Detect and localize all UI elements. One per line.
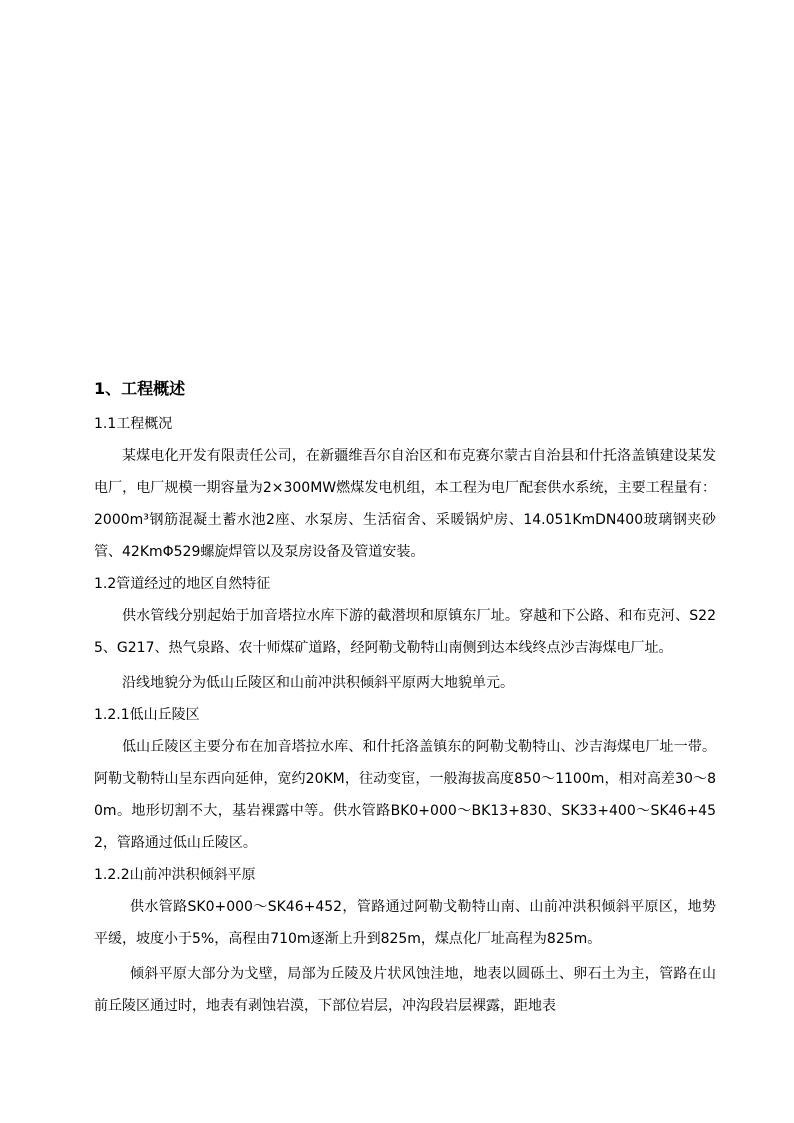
heading-1-1: 1.1工程概况 xyxy=(94,416,173,432)
paragraph-pipeline-route: 供水管线分别起始于加音塔拉水库下游的截潜坝和原镇东厂址。穿越和下公路、和布克河、S225、G217、热气泉路、农十师煤矿道路，经阿勒戈勒特山南侧到达本线终点沙吉海煤电厂址。 xyxy=(94,608,716,656)
paragraph-alluvial-plain: 供水管路SK0+000～SK46+452，管路通过阿勒戈勒特山南、山前冲洪积倾斜平原区，地势平缓，坡度小于5%，高程由710m逐渐上升到825m，煤点化厂址高程为825m。 xyxy=(94,899,716,947)
paragraph-gobi-surface: 倾斜平原大部分为戈壁，局部为丘陵及片状风蚀洼地，地表以圆砾土、卵石土为主，管路在山前丘陵区通过时，地表有剥蚀岩漠，下部位岩层，冲沟段岩层裸露，距地表 xyxy=(94,966,716,1014)
paragraph-low-hills: 低山丘陵区主要分布在加音塔拉水库、和什托洛盖镇东的阿勒戈勒特山、沙吉海煤电厂址一带。阿勒戈勒特山呈东西向延伸，宽约20KM，往动变宦，一般海拔高度850～1100m，相对高差30～80m。地形切割不大，基岩裸露中等。供水管路BK0+000～BK13+830、SK33+400～SK46+452，管路通过低山丘陵区。 xyxy=(94,739,716,851)
section-title: 1、工程概述 xyxy=(94,379,186,398)
heading-1-2: 1.2管道经过的地区自然特征 xyxy=(94,576,271,592)
document-body xyxy=(94,374,716,1022)
heading-1-2-2: 1.2.2山前冲洪积倾斜平原 xyxy=(94,867,256,883)
paragraph-project-overview: 某煤电化开发有限责任公司，在新疆维吾尔自治区和布克赛尔蒙古自治县和什托洛盖镇建设某发电厂，电厂规模一期容量为2×300MW燃煤发电机组，本工程为电厂配套供水系统，主要工程量有：2000m³钢筋混凝土蓄水池2座、水泵房、生活宿舍、采暖锅炉房、14.051KmDN400玻璃钢夹砂管、42KmΦ529螺旋焊管以及泵房设备及管道安装。 xyxy=(94,448,716,560)
heading-1-2-1: 1.2.1低山丘陵区 xyxy=(94,707,200,723)
paragraph-landform-units: 沿线地貌分为低山丘陵区和山前冲洪积倾斜平原两大地貌单元。 xyxy=(122,675,514,691)
